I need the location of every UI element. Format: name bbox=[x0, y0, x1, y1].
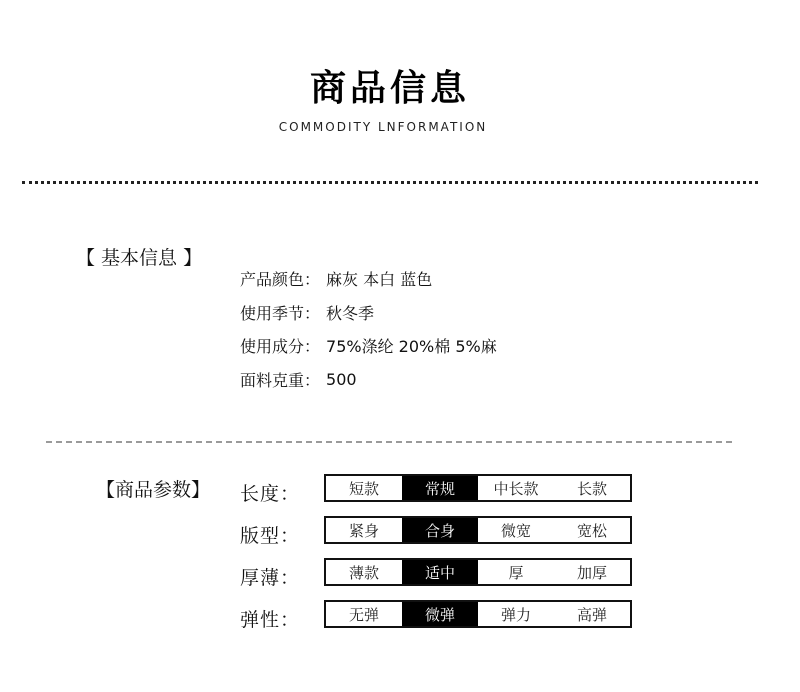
param-option-group bbox=[324, 474, 632, 502]
param-option: 长款 bbox=[554, 476, 630, 500]
param-row-thickness bbox=[240, 555, 607, 597]
param-option: 薄款 bbox=[326, 560, 402, 584]
param-option: 常规 bbox=[402, 476, 478, 500]
param-option: 微弹 bbox=[402, 602, 478, 626]
param-option: 合身 bbox=[402, 518, 478, 542]
param-option: 弹力 bbox=[478, 602, 554, 626]
info-row-composition bbox=[240, 329, 497, 363]
info-value: 75%涤纶 20%棉 5%麻 bbox=[326, 337, 497, 357]
dotted-divider bbox=[22, 181, 758, 184]
param-label: 版型： bbox=[240, 524, 301, 547]
info-row-color bbox=[240, 262, 497, 296]
param-option: 加厚 bbox=[554, 560, 630, 584]
param-option: 中长款 bbox=[478, 476, 554, 500]
info-label: 产品颜色： bbox=[240, 270, 321, 290]
info-value: 麻灰 本白 蓝色 bbox=[326, 270, 433, 290]
info-value: 500 bbox=[326, 369, 357, 389]
params-list bbox=[240, 471, 607, 639]
param-option: 高弹 bbox=[554, 602, 630, 626]
param-row-length bbox=[240, 471, 607, 513]
param-option: 紧身 bbox=[326, 518, 402, 542]
basic-info-title: 【 基本信息 】 bbox=[76, 247, 203, 269]
param-option-group bbox=[324, 600, 632, 628]
basic-info-list bbox=[240, 262, 497, 396]
dashed-divider bbox=[46, 441, 732, 443]
param-option: 短款 bbox=[326, 476, 402, 500]
param-label: 厚薄： bbox=[240, 566, 301, 589]
param-option-group bbox=[324, 516, 632, 544]
param-option: 微宽 bbox=[478, 518, 554, 542]
info-row-season bbox=[240, 296, 497, 330]
param-label: 长度： bbox=[240, 482, 301, 505]
page-title: 商品信息 bbox=[309, 68, 470, 109]
param-option: 无弹 bbox=[326, 602, 402, 626]
page-subtitle: COMMODITY LNFORMATION bbox=[278, 120, 488, 134]
param-label: 弹性： bbox=[240, 608, 301, 631]
param-option: 宽松 bbox=[554, 518, 630, 542]
param-option: 适中 bbox=[402, 560, 478, 584]
param-row-fit bbox=[240, 513, 607, 555]
info-label: 使用成分： bbox=[240, 337, 321, 357]
param-row-elasticity bbox=[240, 597, 607, 639]
param-option-group bbox=[324, 558, 632, 586]
info-label: 使用季节： bbox=[240, 303, 321, 323]
info-label: 面料克重： bbox=[240, 370, 321, 390]
param-option: 厚 bbox=[478, 560, 554, 584]
info-row-weight bbox=[240, 363, 497, 397]
info-value: 秋冬季 bbox=[326, 303, 375, 323]
params-title: 【商品参数】 bbox=[96, 479, 211, 501]
